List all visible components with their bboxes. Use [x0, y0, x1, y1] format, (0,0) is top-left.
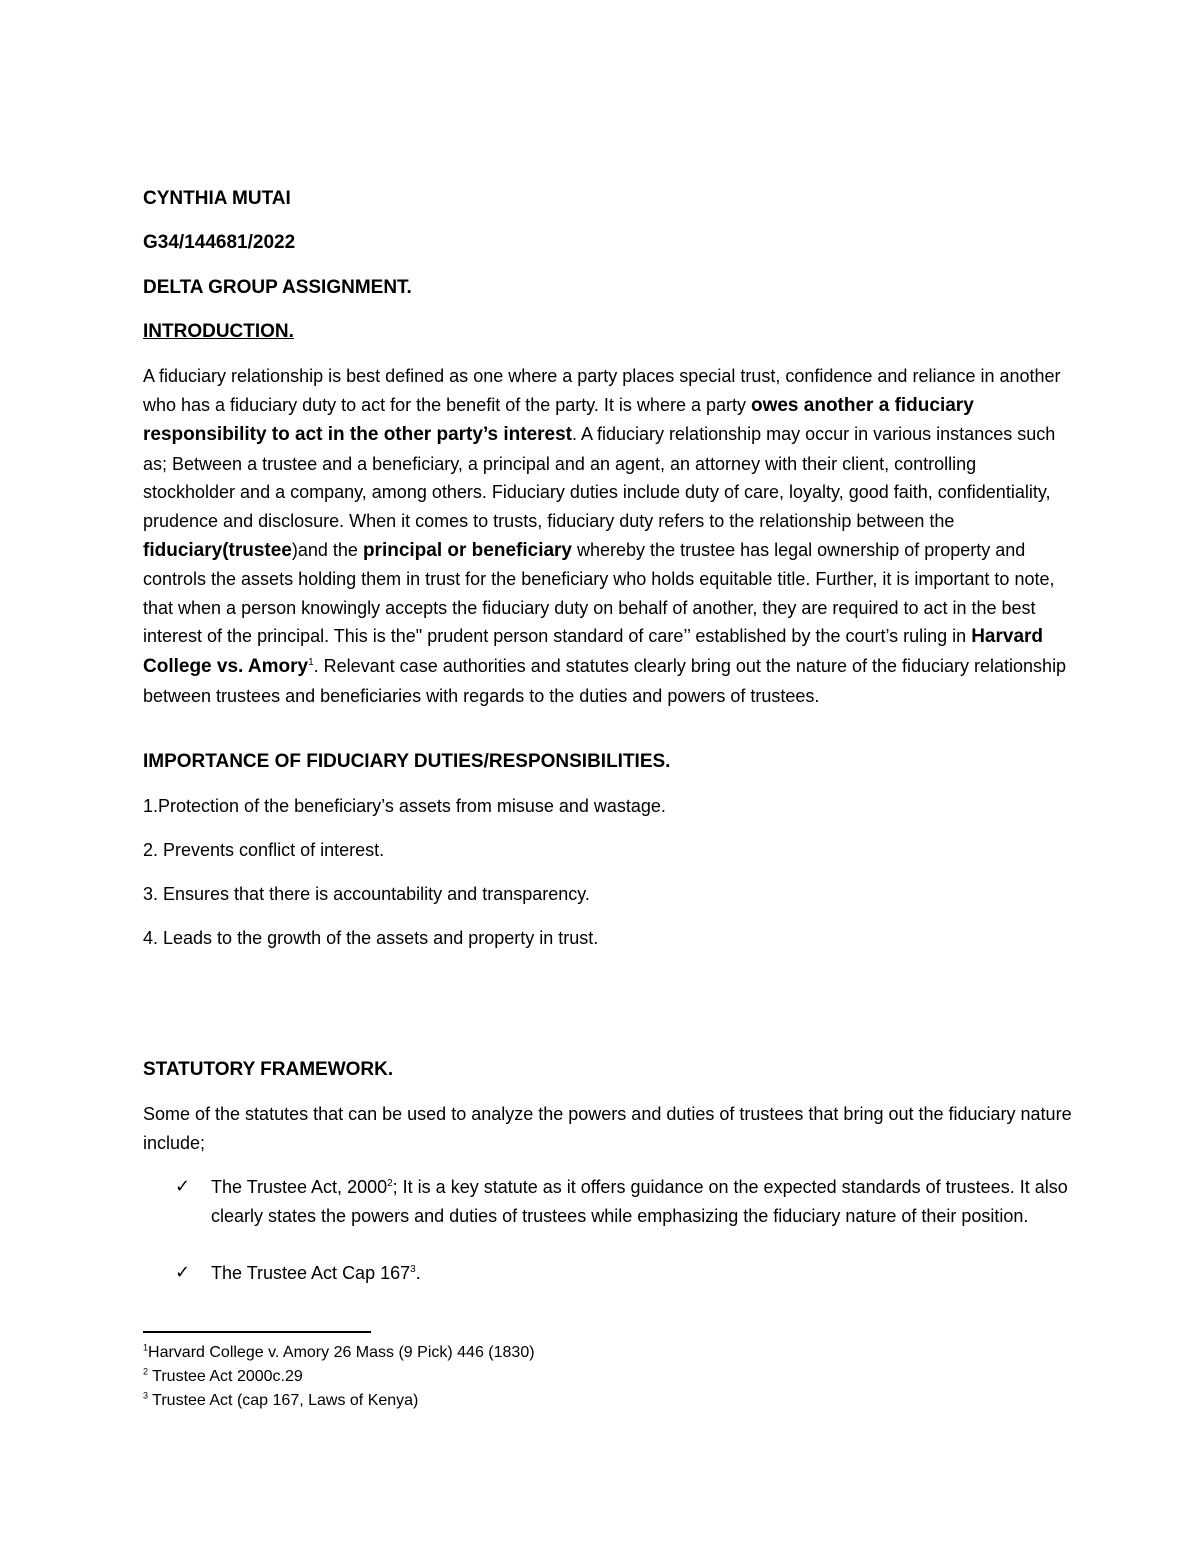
importance-item-2: 2. Prevents conflict of interest. [143, 840, 385, 860]
footnote-separator [143, 1331, 371, 1333]
statutory-heading: STATUTORY FRAMEWORK. [143, 1059, 394, 1080]
footnote-3 [143, 1389, 418, 1413]
footnote-2 [143, 1365, 303, 1389]
intro-bold-1: owes another a fiduciary responsibility to act in the other party’s interest [143, 394, 974, 446]
intro-text-4: whereby the trustee has legal ownership of property and controls the assets holding them in trust for the beneficiary who holds equitable title. Further, it is important to note, that when a person knowingly accepts the fiduciary duty on behalf of another, they are required to act in the best interest of the principal. This is the" prudent person standard of care’’ established by the court’s ruling in [143, 539, 1055, 647]
checkmark-icon: ✓ [175, 1262, 191, 1283]
footnote-1-text: Harvard College v. Amory 26 Mass (9 Pick) 446 (1830) [148, 1344, 535, 1361]
intro-text-1: A fiduciary relationship is best defined as one where a party places special trust, confidence and reliance in another who has a fiduciary duty to act for the benefit of the party. It is where a party [143, 366, 1061, 415]
assignment-title: DELTA GROUP ASSIGNMENT. [143, 277, 412, 298]
footnote-1 [143, 1341, 535, 1365]
intro-text-3: )and the [291, 539, 363, 560]
footnote-1-number: 1 [143, 1342, 149, 1353]
checkmark-icon: ✓ [175, 1176, 191, 1197]
intro-bold-4: Harvard College vs. Amory [143, 626, 1044, 677]
intro-text-2: . A fiduciary relationship may occur in various instances such as; Between a trustee and a beneficiary, a principal and an agent, an attorney with their client, controlling stockholder and a company, among others. Fiduciary duties include duty of care, loyalty, good faith, confidentiality, prudence and disclosure. When it comes to trusts, fiduciary duty refers to the relationship between the [143, 424, 1056, 531]
introduction-paragraph [143, 362, 1073, 710]
importance-item-4: 4. Leads to the growth of the assets and property in trust. [143, 928, 599, 948]
statute-2-end: . [415, 1263, 421, 1283]
statute-1-name: The Trustee Act, 2000 [211, 1177, 388, 1197]
intro-bold-3: principal or beneficiary [362, 539, 573, 561]
footnote-3-text: Trustee Act (cap 167, Laws of Kenya) [148, 1392, 419, 1409]
intro-text-5: . Relevant case authorities and statutes clearly bring out the nature of the fiduciary relationship between trustees and beneficiaries with regards to the duties and powers of trustees. [143, 655, 1067, 706]
statutory-intro: Some of the statutes that can be used to analyze the powers and duties of trustees that bring out the fiduciary nature include; [143, 1104, 1072, 1153]
intro-bold-2: fiduciary(trustee [143, 539, 292, 561]
footnote-ref-3: 3 [410, 1264, 416, 1275]
author-name: CYNTHIA MUTAI [143, 188, 291, 209]
footnote-2-number: 2 [143, 1366, 149, 1377]
statute-1-description: ; It is a key statute as it offers guidance on the expected standards of trustees. It also clearly states the powers and duties of trustees while emphasizing the fiduciary nature of their position. [211, 1177, 1068, 1226]
registration-number: G34/144681/2022 [143, 232, 296, 253]
introduction-heading: INTRODUCTION. [143, 321, 294, 342]
statute-bullet-1-text [211, 1173, 1073, 1230]
importance-heading: IMPORTANCE OF FIDUCIARY DUTIES/RESPONSIBILITIES. [143, 751, 671, 772]
footnote-3-number: 3 [143, 1390, 149, 1401]
statute-bullet-1 [143, 1173, 1073, 1230]
footnote-ref-1: 1 [308, 656, 314, 668]
statute-bullet-2-text [211, 1259, 1073, 1288]
statute-2-name: The Trustee Act Cap 167 [211, 1263, 411, 1283]
footnote-2-text: Trustee Act 2000c.29 [148, 1368, 303, 1385]
footnote-ref-2: 2 [387, 1178, 393, 1189]
importance-item-1: 1.Protection of the beneficiary’s assets from misuse and wastage. [143, 796, 666, 816]
importance-item-3: 3. Ensures that there is accountability and transparency. [143, 884, 590, 904]
statute-bullet-2 [143, 1259, 1073, 1288]
